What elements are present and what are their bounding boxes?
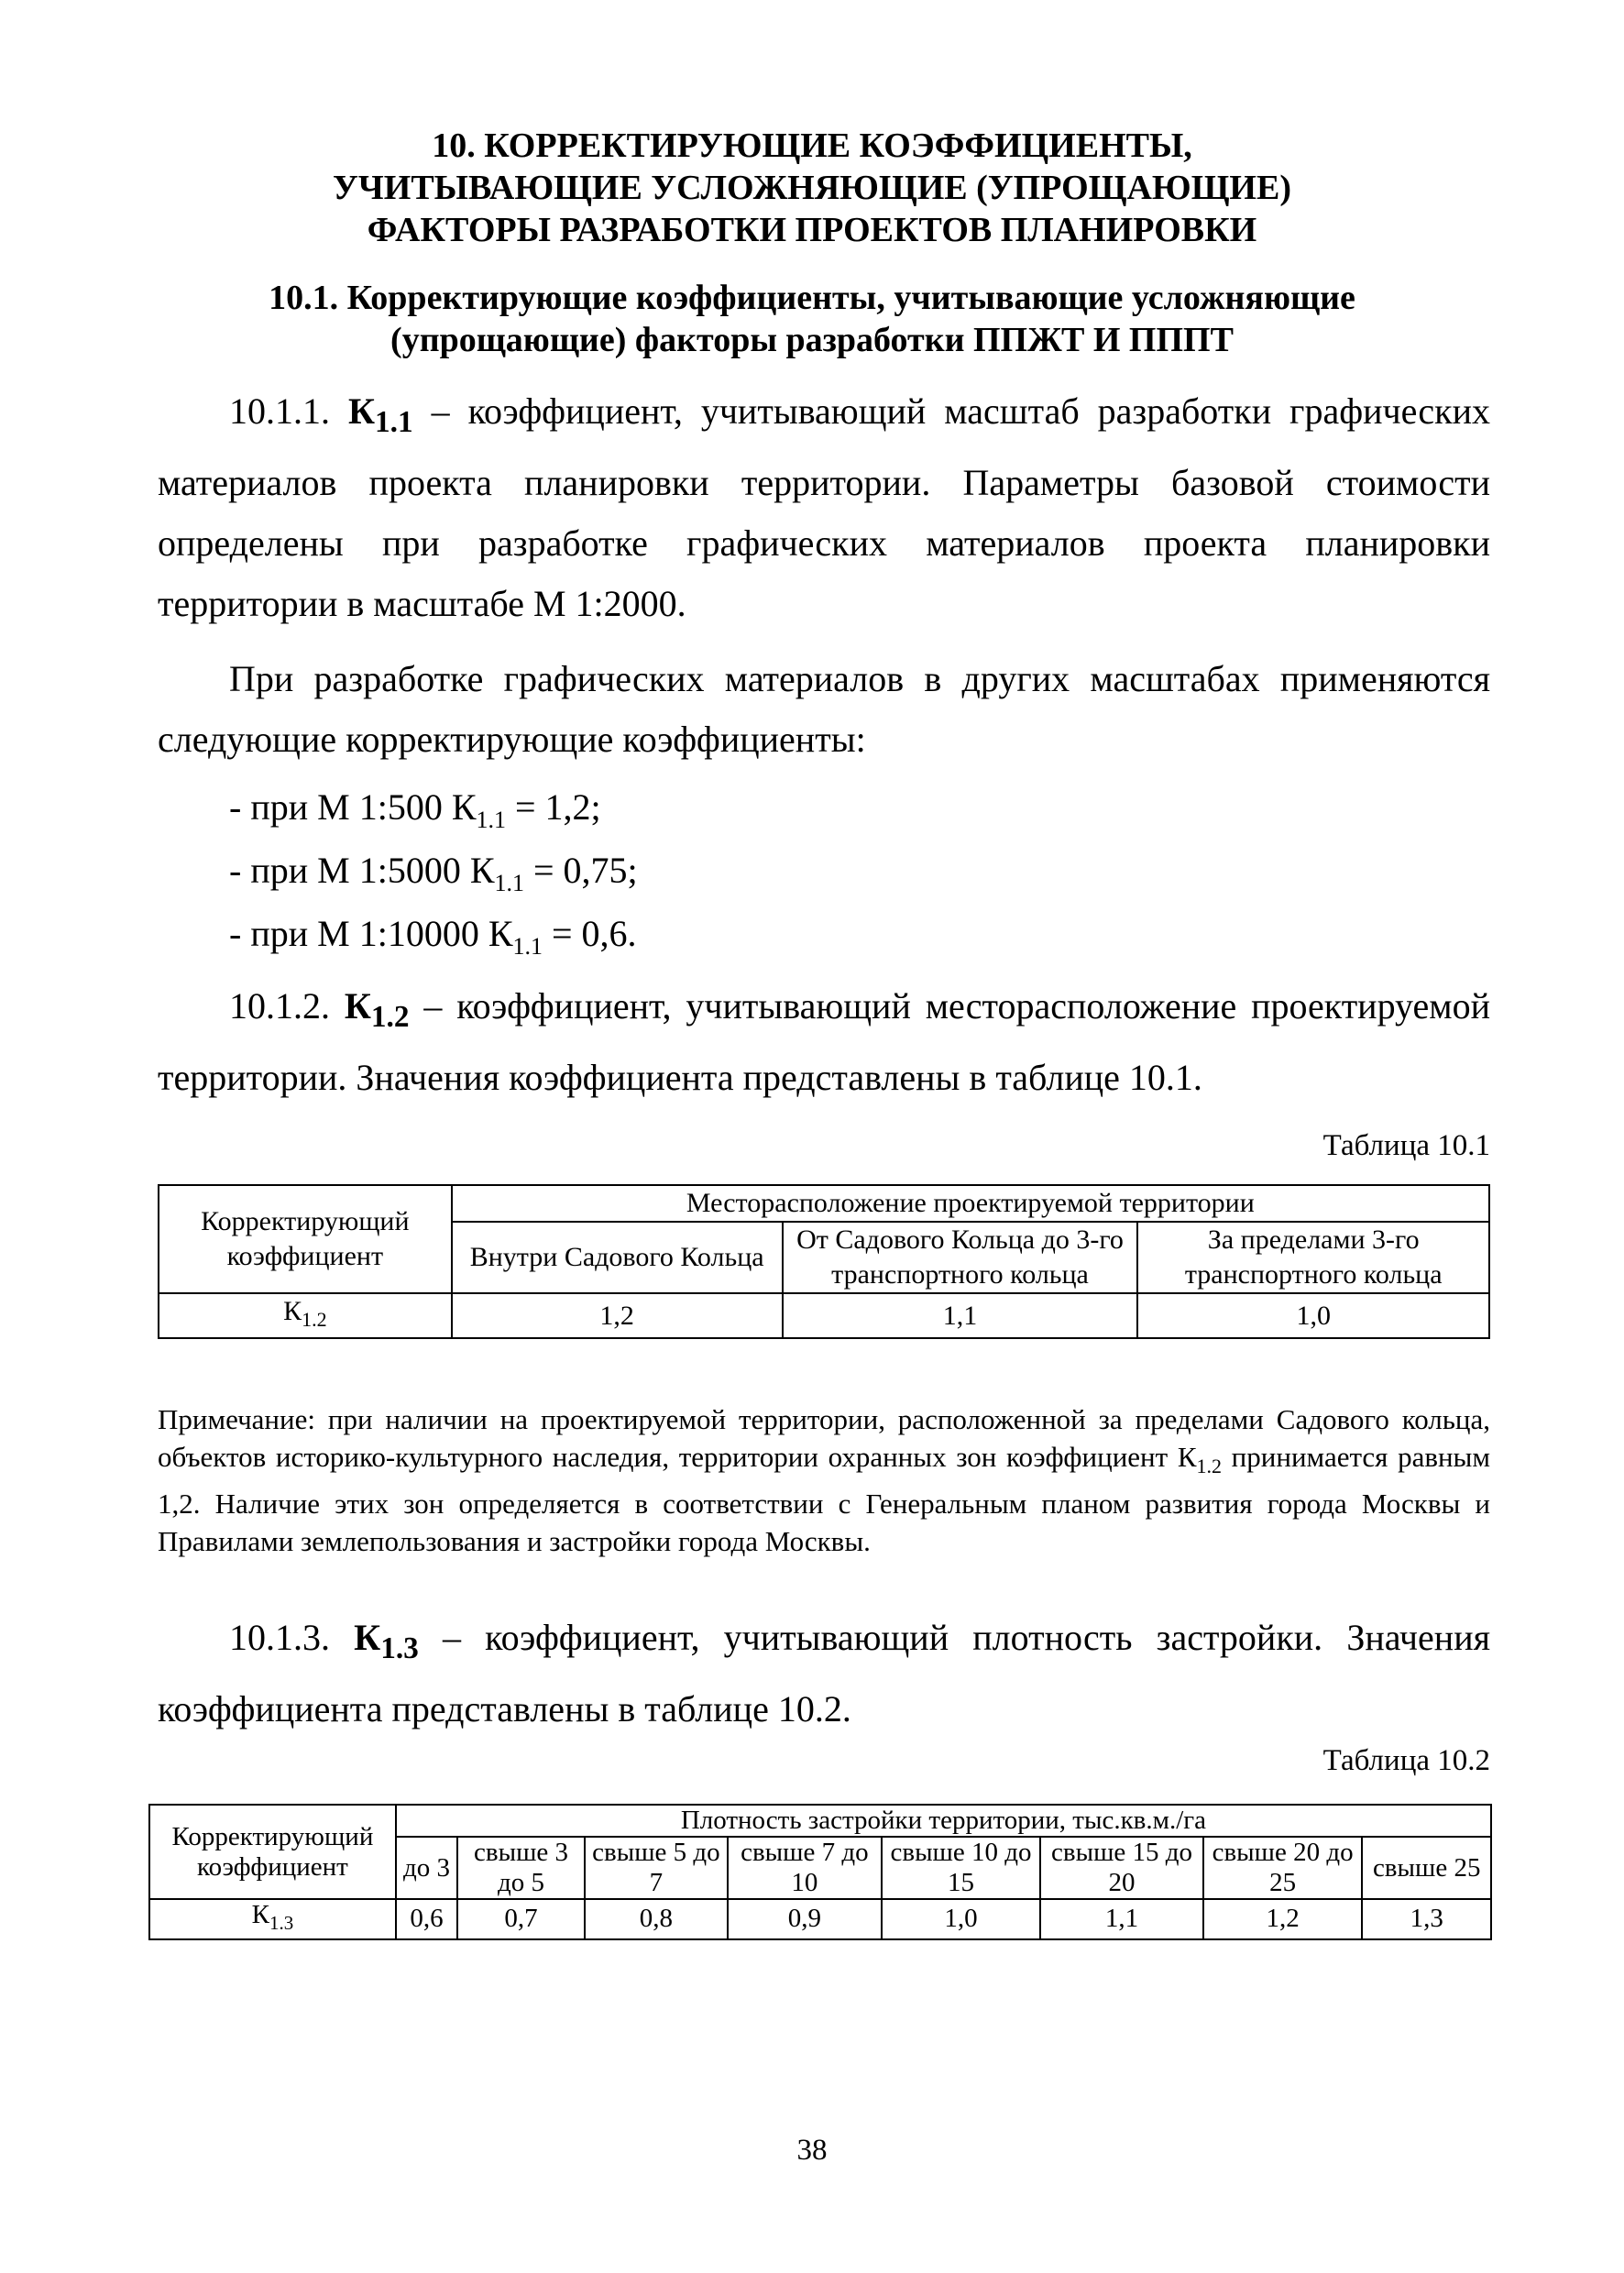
paragraph-text: – коэффициент, учитывающий масштаб разработки графических материалов проекта планировки территории. Параметры базовой стоимости определены при разработке графических материалов проекта планировки территории в масштабе М 1:2000.: [158, 390, 1491, 624]
column-header-cell: свыше 20 до 25: [1203, 1837, 1363, 1899]
value-cell: 1,0: [1137, 1293, 1489, 1338]
value-cell: 0,8: [585, 1899, 728, 1939]
value-cell: 1,2: [1203, 1899, 1363, 1939]
value-cell: 1,2: [452, 1293, 783, 1338]
table-row: [149, 1899, 1491, 1939]
paragraph-number: 10.1.1.: [229, 390, 330, 432]
column-header-cell: За пределами 3-го транспортного кольца: [1137, 1222, 1489, 1293]
main-title-line: 10. КОРРЕКТИРУЮЩИЕ КОЭФФИЦИЕНТЫ,: [432, 126, 1192, 165]
value-cell: 0,7: [457, 1899, 585, 1939]
group-header-cell: Плотность застройки территории, тыс.кв.м./га: [396, 1805, 1491, 1837]
value-cell: 1,1: [783, 1293, 1138, 1338]
value-cell: 1,0: [882, 1899, 1041, 1939]
value-cell: 1,3: [1362, 1899, 1491, 1939]
column-header-cell: свыше 10 до 15: [882, 1837, 1041, 1899]
table-caption: Таблица 10.1: [1322, 1129, 1490, 1162]
table-10-2: [148, 1804, 1492, 1940]
main-title-line: УЧИТЫВАЮЩИЕ УСЛОЖНЯЮЩИЕ (УПРОЩАЮЩИЕ): [332, 169, 1291, 207]
paragraph-scales: При разработке графических материалов в других масштабах применяются следующие корректирующие коэффициенты:: [158, 658, 1490, 760]
group-header-cell: Месторасположение проектируемой территории: [452, 1185, 1489, 1222]
coefficient-cell: $К_{1.2}$: [159, 1293, 452, 1338]
value-cell: 1,1: [1040, 1899, 1202, 1939]
paragraph-10-1-1: [158, 381, 1490, 634]
row-header-cell: Корректирующий коэффициент: [149, 1805, 396, 1899]
column-header-cell: до 3: [396, 1837, 457, 1899]
paragraph-10-1-2: [158, 976, 1490, 1108]
column-header-cell: свыше 15 до 20: [1040, 1837, 1202, 1899]
page-number: 38: [796, 2134, 828, 2167]
paragraph-number: 10.1.2.: [229, 985, 330, 1027]
column-header-cell: свыше 5 до 7: [585, 1837, 728, 1899]
row-header-cell: Корректирующий коэффициент: [159, 1185, 452, 1293]
bullet-item: - при М 1:5000 $К_{1.1} = 0,75$;: [229, 850, 638, 896]
table-10-1: [158, 1184, 1490, 1339]
column-header-cell: свыше 3 до 5: [457, 1837, 585, 1899]
table-note: Примечание: при наличии на проектируемой территории, расположенной за пределами Садового кольца, объектов историко-культурного наследия, территории охранных зон коэффициент $К_{1.2}$ принимается равным 1,2. Наличие этих зон определяется в соответствии с Генеральным планом развития города Москвы и Правилами землепользования и застройки города Москвы.: [158, 1403, 1490, 1558]
coefficient-cell: $К_{1.3}$: [149, 1899, 396, 1939]
coefficient-symbol: $К_{1.2}$: [344, 985, 410, 1034]
column-header-cell: свыше 7 до 10: [728, 1837, 882, 1899]
paragraph-text: – коэффициент, учитывающий месторасположение проектируемой территории. Значения коэффициента представлены в таблице 10.1.: [158, 985, 1490, 1098]
value-cell: 0,6: [396, 1899, 457, 1939]
section-title: [0, 277, 1624, 361]
coefficient-symbol: $К_{1.3}$: [354, 1617, 419, 1665]
coefficient-symbol: $К_{1.1}$: [347, 390, 413, 439]
paragraph-text: – коэффициент, учитывающий плотность застройки. Значения коэффициента представлены в таблице 10.2.: [158, 1617, 1491, 1729]
paragraph-10-1-3: [158, 1608, 1490, 1740]
table-row: [159, 1293, 1489, 1338]
section-title-line: (упрощающие) факторы разработки ППЖТ И ПППТ: [390, 321, 1234, 359]
main-title: [0, 125, 1624, 251]
bullet-item: - при М 1:500 $К_{1.1} = 1,2$;: [229, 786, 601, 833]
main-title-line: ФАКТОРЫ РАЗРАБОТКИ ПРОЕКТОВ ПЛАНИРОВКИ: [367, 211, 1257, 249]
column-header-cell: Внутри Садового Кольца: [452, 1222, 783, 1293]
table-caption: Таблица 10.2: [1322, 1744, 1490, 1777]
paragraph-number: 10.1.3.: [229, 1617, 330, 1658]
column-header-cell: свыше 25: [1362, 1837, 1491, 1899]
value-cell: 0,9: [728, 1899, 882, 1939]
column-header-cell: От Садового Кольца до 3-го транспортного кольца: [783, 1222, 1138, 1293]
bullet-item: - при М 1:10000 $К_{1.1} = 0,6$.: [229, 913, 637, 960]
section-title-line: 10.1. Корректирующие коэффициенты, учитывающие усложняющие: [269, 279, 1355, 317]
